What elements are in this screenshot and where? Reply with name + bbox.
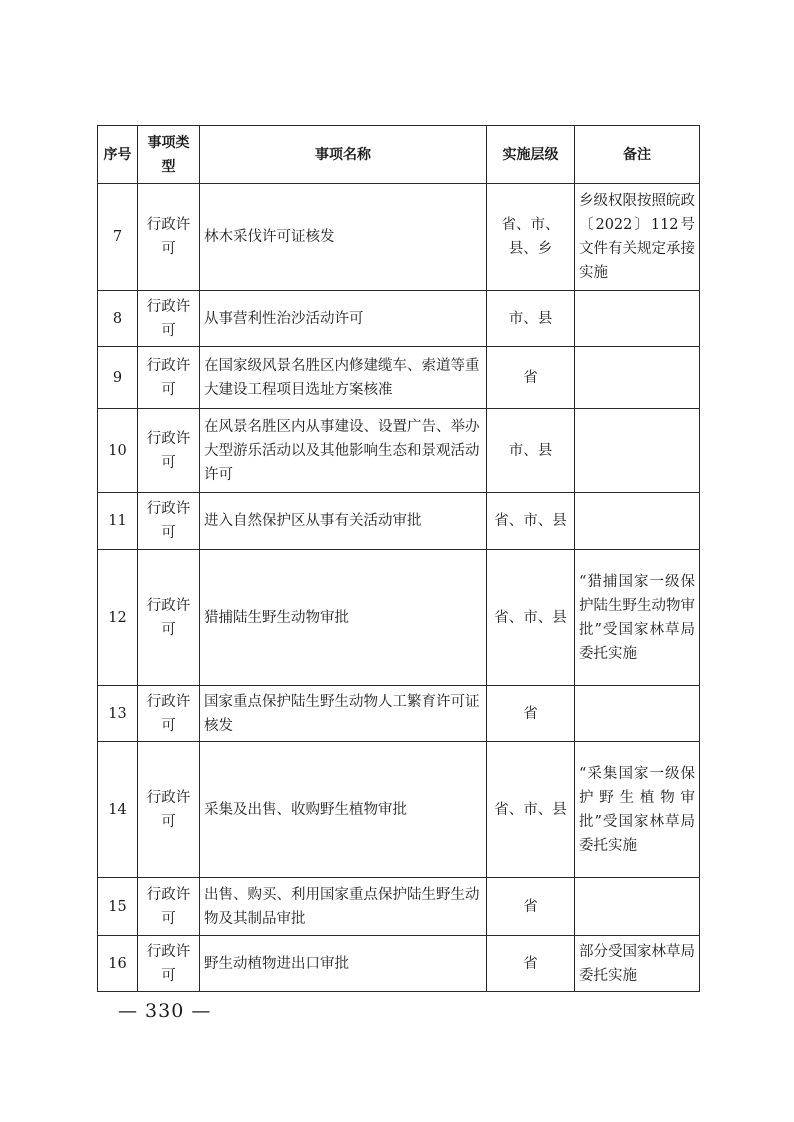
row-no: 9 bbox=[98, 347, 138, 409]
header-no: 序号 bbox=[98, 126, 138, 184]
row-type: 行政许可 bbox=[138, 686, 200, 742]
table-row bbox=[98, 742, 700, 878]
row-name: 猎捕陆生野生动物审批 bbox=[200, 550, 487, 686]
row-type: 行政许可 bbox=[138, 409, 200, 493]
header-type: 事项类型 bbox=[138, 126, 200, 184]
row-level: 市、县 bbox=[487, 291, 575, 347]
row-level: 省、市、县 bbox=[487, 742, 575, 878]
row-note: 部分受国家林草局委托实施 bbox=[575, 936, 700, 992]
row-note bbox=[575, 291, 700, 347]
table-row bbox=[98, 493, 700, 550]
table-row bbox=[98, 550, 700, 686]
row-no: 11 bbox=[98, 493, 138, 550]
row-note: “采集国家一级保护野生植物审批”受国家林草局委托实施 bbox=[575, 742, 700, 878]
row-name: 在国家级风景名胜区内修建缆车、索道等重大建设工程项目选址方案核准 bbox=[200, 347, 487, 409]
row-name: 在风景名胜区内从事建设、设置广告、举办大型游乐活动以及其他影响生态和景观活动许可 bbox=[200, 409, 487, 493]
row-no: 8 bbox=[98, 291, 138, 347]
row-no: 12 bbox=[98, 550, 138, 686]
table-row bbox=[98, 409, 700, 493]
row-level: 省、市、县 bbox=[487, 550, 575, 686]
row-name: 林木采伐许可证核发 bbox=[200, 184, 487, 291]
row-note bbox=[575, 347, 700, 409]
row-level: 省 bbox=[487, 936, 575, 992]
row-name: 野生动植物进出口审批 bbox=[200, 936, 487, 992]
row-no: 13 bbox=[98, 686, 138, 742]
table-row bbox=[98, 347, 700, 409]
header-level: 实施层级 bbox=[487, 126, 575, 184]
row-type: 行政许可 bbox=[138, 878, 200, 936]
row-type: 行政许可 bbox=[138, 742, 200, 878]
row-note: 乡级权限按照皖政〔2022〕112号文件有关规定承接实施 bbox=[575, 184, 700, 291]
row-no: 10 bbox=[98, 409, 138, 493]
items-table bbox=[97, 125, 700, 992]
row-type: 行政许可 bbox=[138, 936, 200, 992]
table-row bbox=[98, 184, 700, 291]
row-level: 市、县 bbox=[487, 409, 575, 493]
row-type: 行政许可 bbox=[138, 291, 200, 347]
row-note bbox=[575, 686, 700, 742]
table-header-row bbox=[98, 126, 700, 184]
row-type: 行政许可 bbox=[138, 550, 200, 686]
row-level: 省、市、县、乡 bbox=[487, 184, 575, 291]
row-name: 采集及出售、收购野生植物审批 bbox=[200, 742, 487, 878]
header-note: 备注 bbox=[575, 126, 700, 184]
row-level: 省、市、县 bbox=[487, 493, 575, 550]
row-type: 行政许可 bbox=[138, 493, 200, 550]
row-note bbox=[575, 878, 700, 936]
row-name: 从事营利性治沙活动许可 bbox=[200, 291, 487, 347]
header-name: 事项名称 bbox=[200, 126, 487, 184]
row-no: 7 bbox=[98, 184, 138, 291]
row-type: 行政许可 bbox=[138, 184, 200, 291]
row-no: 15 bbox=[98, 878, 138, 936]
row-name: 国家重点保护陆生野生动物人工繁育许可证核发 bbox=[200, 686, 487, 742]
row-name: 出售、购买、利用国家重点保护陆生野生动物及其制品审批 bbox=[200, 878, 487, 936]
page-number: — 330 — bbox=[118, 1000, 212, 1022]
table-row bbox=[98, 291, 700, 347]
row-level: 省 bbox=[487, 347, 575, 409]
row-name: 进入自然保护区从事有关活动审批 bbox=[200, 493, 487, 550]
table-row bbox=[98, 936, 700, 992]
row-note: “猎捕国家一级保护陆生野生动物审批”受国家林草局委托实施 bbox=[575, 550, 700, 686]
row-type: 行政许可 bbox=[138, 347, 200, 409]
row-level: 省 bbox=[487, 878, 575, 936]
table-row bbox=[98, 878, 700, 936]
row-note bbox=[575, 493, 700, 550]
row-no: 14 bbox=[98, 742, 138, 878]
row-note bbox=[575, 409, 700, 493]
table-row bbox=[98, 686, 700, 742]
row-level: 省 bbox=[487, 686, 575, 742]
row-no: 16 bbox=[98, 936, 138, 992]
